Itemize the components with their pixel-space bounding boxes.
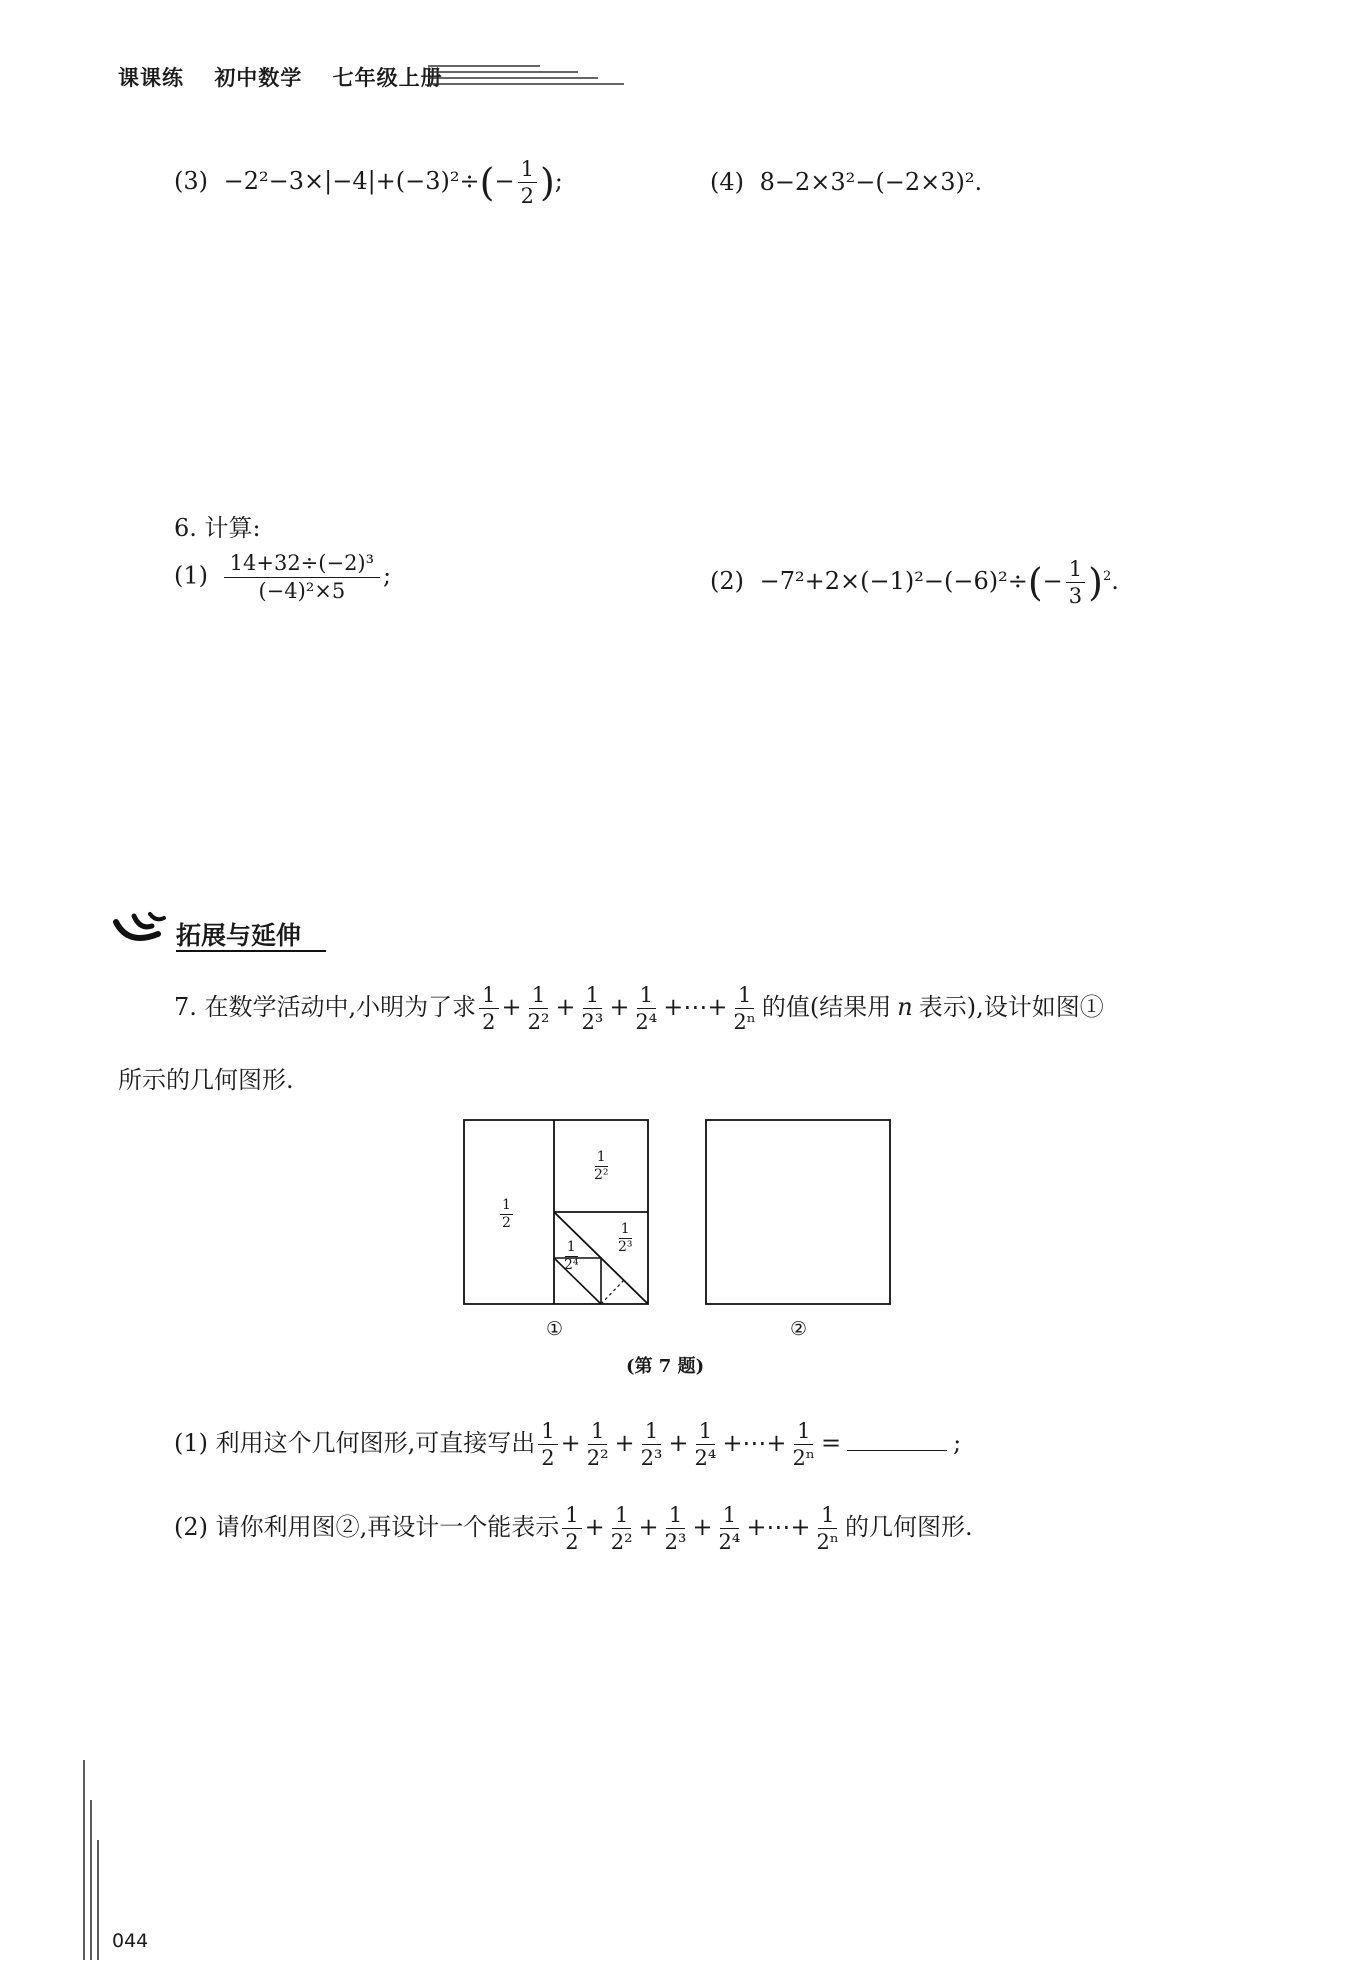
fig-numerator: 1 xyxy=(620,1221,630,1237)
term-nth xyxy=(814,1504,842,1553)
term-numerator: 1 xyxy=(562,1504,581,1529)
page-number: 044 xyxy=(112,1930,149,1952)
q6-part2-fraction xyxy=(1066,558,1085,607)
term-denominator: 2 xyxy=(541,1446,555,1471)
plus-sign: + xyxy=(609,993,630,1022)
q6-part1-label: (1) xyxy=(174,561,208,590)
header-rule-lines xyxy=(428,62,628,86)
paren-open: ( xyxy=(1027,560,1043,605)
term-eighth xyxy=(662,1504,690,1553)
term-denominator: 2⁴ xyxy=(694,1446,717,1471)
figure-1 xyxy=(464,1120,648,1304)
term-denominator: 2⁴ xyxy=(635,1010,658,1035)
term-numerator: 1 xyxy=(538,1420,557,1445)
term-numerator: 1 xyxy=(720,1504,739,1529)
term-numerator: 1 xyxy=(696,1420,715,1445)
fig-denominator: 2² xyxy=(594,1166,609,1183)
q7-sub2-text: (2) 请你利用图②,再设计一个能表示 xyxy=(174,1513,560,1542)
q7-intro-line2: 所示的几何图形. xyxy=(118,1066,294,1094)
plus-sign: + xyxy=(560,1429,581,1458)
plus-sign: + xyxy=(614,1429,635,1458)
term-half xyxy=(538,1420,557,1469)
header xyxy=(118,62,443,92)
term-denominator: 2ⁿ xyxy=(792,1446,815,1471)
term-denominator: 2² xyxy=(586,1446,609,1471)
fig-label-sixteenth xyxy=(562,1240,581,1272)
plus-sign: + xyxy=(668,1429,689,1458)
term-denominator: 2⁴ xyxy=(718,1530,741,1555)
q5-part4-label: (4) xyxy=(710,168,744,196)
plus-sign: + xyxy=(584,1513,605,1542)
term-denominator: 2³ xyxy=(640,1446,663,1471)
minus-sign: − xyxy=(494,167,515,196)
ellipsis-plus: +⋯+ xyxy=(746,1513,811,1542)
fig-label-half xyxy=(500,1198,513,1230)
q5-part3-expression: −2²−3×|−4|+(−3)²÷ xyxy=(223,167,480,196)
term-numerator: 1 xyxy=(735,984,754,1009)
paren-close: ) xyxy=(539,160,555,205)
term-eighth xyxy=(579,984,607,1033)
term-sixteenth xyxy=(692,1420,720,1469)
fig-denominator: 2³ xyxy=(618,1238,633,1255)
term-quarter xyxy=(525,984,553,1033)
q7-sub2 xyxy=(174,1504,973,1553)
header-series: 课课练 xyxy=(118,66,184,90)
q6-title: 6. 计算: xyxy=(174,514,261,542)
term-sixteenth xyxy=(632,984,660,1033)
q6-part1-fraction xyxy=(224,552,380,602)
q5-part3-end: ; xyxy=(554,167,563,196)
term-quarter xyxy=(608,1504,636,1553)
footer-vertical-lines xyxy=(78,1760,108,1960)
q7-intro-variable: n xyxy=(897,993,913,1022)
plus-sign: + xyxy=(555,993,576,1022)
q7-figures xyxy=(462,1118,896,1314)
q7-intro-a: 7. 在数学活动中,小明为了求 xyxy=(174,993,477,1022)
fig-denominator: 2 xyxy=(502,1214,511,1231)
fraction-denominator: (−4)²×5 xyxy=(258,579,346,604)
term-numerator: 1 xyxy=(642,1420,661,1445)
term-half xyxy=(562,1504,581,1553)
section-swoosh-icon xyxy=(112,910,168,948)
term-numerator: 1 xyxy=(583,984,602,1009)
minus-sign: − xyxy=(1042,567,1063,596)
term-numerator: 1 xyxy=(479,984,498,1009)
fraction-denominator: 3 xyxy=(1068,584,1083,609)
plus-sign: + xyxy=(638,1513,659,1542)
q7-sub2-end: 的几何图形. xyxy=(844,1513,973,1542)
term-sixteenth xyxy=(716,1504,744,1553)
q5-part4 xyxy=(710,168,982,196)
term-numerator: 1 xyxy=(666,1504,685,1529)
q6-part1 xyxy=(174,552,391,602)
term-denominator: 2³ xyxy=(664,1530,687,1555)
q7-intro-b: 的值(结果用 xyxy=(761,993,892,1022)
section-title: 拓展与延伸 xyxy=(176,921,302,950)
equals-sign: = xyxy=(820,1429,842,1458)
answer-blank[interactable] xyxy=(847,1428,947,1451)
plus-sign: + xyxy=(501,993,522,1022)
term-denominator: 2 xyxy=(482,1010,496,1035)
q6-part2-label: (2) xyxy=(710,567,744,596)
section-underline xyxy=(176,950,326,952)
q6-part2 xyxy=(710,558,1119,607)
fraction-denominator: 2 xyxy=(520,184,534,209)
term-numerator: 1 xyxy=(588,1420,607,1445)
fig-numerator: 1 xyxy=(502,1197,511,1213)
fig-numerator: 1 xyxy=(566,1239,576,1255)
fig-numerator: 1 xyxy=(596,1149,606,1165)
figure-1-label: ① xyxy=(546,1318,564,1340)
term-nth xyxy=(730,984,758,1033)
exponent-two: 2 xyxy=(1102,569,1112,585)
term-numerator: 1 xyxy=(794,1420,813,1445)
term-numerator: 1 xyxy=(637,984,656,1009)
term-eighth xyxy=(638,1420,666,1469)
q6-part2-expression: −7²+2×(−1)²−(−6)²÷ xyxy=(759,567,1028,596)
paren-close: ) xyxy=(1088,560,1103,605)
term-numerator: 1 xyxy=(529,984,548,1009)
q6-part1-end: ; xyxy=(383,561,392,590)
q7-intro-line1 xyxy=(174,984,1104,1033)
term-numerator: 1 xyxy=(818,1504,837,1529)
fig-denominator: 2⁴ xyxy=(564,1256,579,1273)
term-denominator: 2ⁿ xyxy=(733,1010,756,1035)
figure-2-label: ② xyxy=(790,1318,808,1340)
fraction-numerator: 1 xyxy=(518,158,537,183)
term-numerator: 1 xyxy=(612,1504,631,1529)
term-half xyxy=(479,984,498,1033)
figure-caption: (第 7 题) xyxy=(626,1356,705,1377)
q7-sub1 xyxy=(174,1420,961,1469)
q7-sub1-text: (1) 利用这个几何图形,可直接写出 xyxy=(174,1429,536,1458)
term-nth xyxy=(790,1420,818,1469)
ellipsis-plus: +⋯+ xyxy=(722,1429,787,1458)
figure-2 xyxy=(706,1120,890,1304)
term-denominator: 2³ xyxy=(581,1010,604,1035)
fraction-numerator: 14+32÷(−2)³ xyxy=(224,552,380,578)
q7-sub1-end: ; xyxy=(953,1429,962,1458)
fraction-numerator: 1 xyxy=(1066,558,1085,583)
header-subject: 初中数学 xyxy=(214,66,303,90)
paren-open: ( xyxy=(479,160,495,205)
header-grade: 七年级上册 xyxy=(332,66,443,90)
fig-label-quarter xyxy=(592,1150,611,1182)
ellipsis-plus: +⋯+ xyxy=(663,993,728,1022)
fig-label-eighth xyxy=(616,1222,635,1254)
plus-sign: + xyxy=(692,1513,713,1542)
term-denominator: 2² xyxy=(610,1530,633,1555)
term-quarter xyxy=(584,1420,612,1469)
q6-part2-end: . xyxy=(1111,567,1119,596)
q7-intro-c: 表示),设计如图① xyxy=(918,993,1104,1022)
term-denominator: 2 xyxy=(565,1530,579,1555)
term-denominator: 2ⁿ xyxy=(816,1530,839,1555)
term-denominator: 2² xyxy=(527,1010,550,1035)
q5-part3-label: (3) xyxy=(174,167,208,196)
q5-part3-fraction xyxy=(518,158,537,207)
q5-part4-expression: 8−2×3²−(−2×3)². xyxy=(759,168,983,196)
q5-part3 xyxy=(174,158,563,207)
